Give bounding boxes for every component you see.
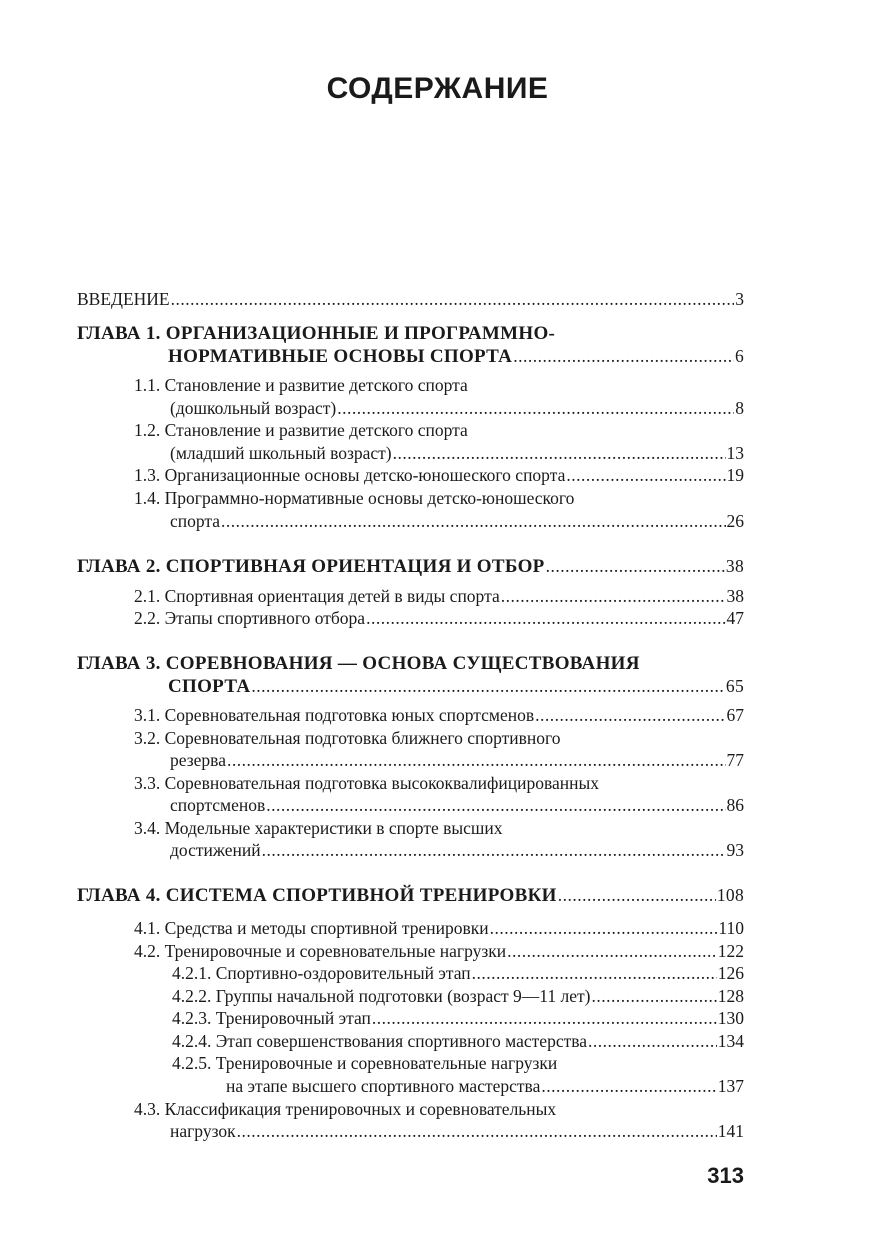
toc-entry-4-2-1 — [172, 963, 744, 987]
toc-chapter-title: СПОРТА — [168, 676, 251, 697]
toc-leader-dots — [227, 750, 726, 771]
toc-page-number: 6 — [734, 346, 744, 366]
toc-entry-label: резерва — [170, 750, 226, 770]
toc-entry-label: 2.1. Спортивная ориентация детей в виды спорта — [134, 586, 500, 606]
toc-chapter-title: НОРМАТИВНЫЕ ОСНОВЫ СПОРТА — [168, 346, 513, 367]
toc-entry-label: нагрузок — [170, 1121, 236, 1141]
toc-entry-label: 3.3. Соревновательная подготовка высококвалифицированных — [134, 773, 599, 793]
toc-entry-4-2-2 — [172, 986, 744, 1010]
toc-leader-dots — [472, 963, 717, 984]
toc-entry-2-2 — [134, 608, 744, 632]
toc-entry-4-3-line-2 — [170, 1121, 744, 1145]
toc-chapter-title: ГЛАВА 2. СПОРТИВНАЯ ОРИЕНТАЦИЯ И ОТБОР — [77, 556, 545, 577]
toc-entry-1-2-line-1 — [134, 420, 744, 444]
toc-entry-label: 4.3. Классификация тренировочных и соревновательных — [134, 1099, 557, 1119]
toc-page-number: 38 — [726, 586, 744, 606]
toc-chapter-4 — [77, 885, 744, 909]
toc-entry-label: 4.2.2. Группы начальной подготовки (возраст 9—11 лет) — [172, 986, 591, 1006]
toc-entry-label: 3.1. Соревновательная подготовка юных спортсменов — [134, 705, 535, 725]
toc-page-number: 13 — [726, 443, 744, 463]
toc-page-number: 47 — [726, 608, 744, 628]
toc-entry-2-1 — [134, 586, 744, 610]
toc-entry-label: 1.3. Организационные основы детско-юношеского спорта — [134, 465, 566, 485]
toc-chapter-3-line-1 — [77, 653, 744, 677]
toc-entry-1-1-line-2 — [170, 398, 744, 422]
toc-entry-3-2-line-2 — [170, 750, 744, 774]
toc-page-number: 134 — [717, 1031, 744, 1051]
toc-entry-3-4-line-1 — [134, 818, 744, 842]
toc-page-number: 126 — [717, 963, 744, 983]
toc-leader-dots — [237, 1121, 717, 1142]
toc-entry-4-2-5-line-2 — [226, 1076, 744, 1100]
toc-entry-4-2-4 — [172, 1031, 744, 1055]
toc-entry-label: ВВЕДЕНИЕ — [77, 289, 170, 309]
toc-chapter-title: ГЛАВА 3. СОРЕВНОВАНИЯ — ОСНОВА СУЩЕСТВОВАНИЯ — [77, 653, 640, 674]
page-number: 313 — [707, 1163, 744, 1188]
toc-leader-dots — [372, 1008, 717, 1029]
toc-leader-dots — [393, 443, 726, 464]
toc-chapter-3-line-2 — [168, 676, 744, 700]
toc-chapter-title: ГЛАВА 1. ОРГАНИЗАЦИОННЫЕ И ПРОГРАММНО- — [77, 323, 556, 344]
toc-leader-dots — [251, 676, 725, 697]
toc-entry-label: 3.2. Соревновательная подготовка ближнего спортивного — [134, 728, 561, 748]
toc-entry-label: 1.4. Программно-нормативные основы детско-юношеского — [134, 488, 575, 508]
toc-leader-dots — [558, 885, 716, 906]
toc-page-number: 67 — [726, 705, 744, 725]
toc-entry-1-4-line-2 — [170, 511, 744, 535]
toc-page-number: 86 — [726, 795, 744, 815]
toc-page-number: 137 — [717, 1076, 744, 1096]
toc-leader-dots — [507, 941, 717, 962]
toc-leader-dots — [546, 556, 725, 577]
toc-entry-4-2-5-line-1 — [172, 1053, 744, 1077]
toc-entry-1-2-line-2 — [170, 443, 744, 467]
toc-leader-dots — [501, 586, 726, 607]
toc-leader-dots — [337, 398, 734, 419]
toc-leader-dots — [541, 1076, 716, 1097]
toc-page-number: 122 — [717, 941, 744, 961]
toc-leader-dots — [588, 1031, 717, 1052]
toc-entry-label: спорта — [170, 511, 221, 531]
toc-entry-4-3-line-1 — [134, 1099, 744, 1123]
toc-entry-label: 1.2. Становление и развитие детского спорта — [134, 420, 468, 440]
toc-entry-label: (дошкольный возраст) — [170, 398, 337, 418]
toc-entry-label: 1.1. Становление и развитие детского спорта — [134, 375, 468, 395]
toc-entry-4-2-3 — [172, 1008, 744, 1032]
toc-entry-3-2-line-1 — [134, 728, 744, 752]
toc-entry-1-3 — [134, 465, 744, 489]
toc-entry-label: (младший школьный возраст) — [170, 443, 392, 463]
toc-page-number: 128 — [717, 986, 744, 1006]
toc-page-number: 3 — [735, 289, 744, 309]
toc-page-number: 8 — [735, 398, 744, 418]
toc-leader-dots — [221, 511, 725, 532]
toc-entry-1-4-line-1 — [134, 488, 744, 512]
toc-entry-label: 4.2. Тренировочные и соревновательные нагрузки — [134, 941, 507, 961]
toc-entry-1-1-line-1 — [134, 375, 744, 399]
toc-entry-label: спортсменов — [170, 795, 266, 815]
toc-page-number: 65 — [725, 676, 744, 696]
toc-leader-dots — [171, 289, 735, 310]
toc-page-number: 130 — [717, 1008, 744, 1028]
toc-entry-label: 3.4. Модельные характеристики в спорте высших — [134, 818, 503, 838]
toc-chapter-title: ГЛАВА 4. СИСТЕМА СПОРТИВНОЙ ТРЕНИРОВКИ — [77, 885, 557, 906]
toc-entry-label: 4.2.4. Этап совершенствования спортивного мастерства — [172, 1031, 588, 1051]
toc-leader-dots — [366, 608, 725, 629]
toc-entry-label: 4.2.5. Тренировочные и соревновательные нагрузки — [172, 1053, 558, 1073]
toc-page-number: 110 — [718, 918, 744, 938]
toc-entry-3-1 — [134, 705, 744, 729]
toc-entry-label: на этапе высшего спортивного мастерства — [226, 1076, 541, 1096]
toc-entry-3-4-line-2 — [170, 840, 744, 864]
toc-leader-dots — [513, 346, 734, 367]
toc-page-number: 141 — [717, 1121, 744, 1141]
toc-entry-label: 4.1. Средства и методы спортивной тренировки — [134, 918, 489, 938]
toc-entry-3-3-line-1 — [134, 773, 744, 797]
toc-page-number: 77 — [726, 750, 744, 770]
toc-page-number: 19 — [726, 465, 744, 485]
toc-page-number: 108 — [716, 885, 744, 905]
toc-leader-dots — [266, 795, 725, 816]
toc-leader-dots — [591, 986, 716, 1007]
page-title: СОДЕРЖАНИЕ — [326, 72, 549, 105]
toc-entry-label: 2.2. Этапы спортивного отбора — [134, 608, 366, 628]
toc-leader-dots — [535, 705, 725, 726]
toc-entry-3-3-line-2 — [170, 795, 744, 819]
toc-entry-label: 4.2.3. Тренировочный этап — [172, 1008, 371, 1028]
toc-leader-dots — [262, 840, 726, 861]
toc-leader-dots — [490, 918, 718, 939]
toc-entry-label: достижений — [170, 840, 261, 860]
toc-chapter-1-line-2 — [168, 346, 744, 370]
toc-entry-4-1 — [134, 918, 744, 942]
toc-page-number: 93 — [726, 840, 744, 860]
toc-page-number: 26 — [726, 511, 744, 531]
toc-entry-label: 4.2.1. Спортивно-оздоровительный этап — [172, 963, 471, 983]
toc-leader-dots — [566, 465, 725, 486]
toc-chapter-1-line-1 — [77, 323, 744, 347]
toc-chapter-2 — [77, 556, 744, 580]
toc-page-number: 38 — [725, 556, 744, 576]
toc-entry-intro — [77, 289, 744, 313]
toc-entry-4-2 — [134, 941, 744, 965]
